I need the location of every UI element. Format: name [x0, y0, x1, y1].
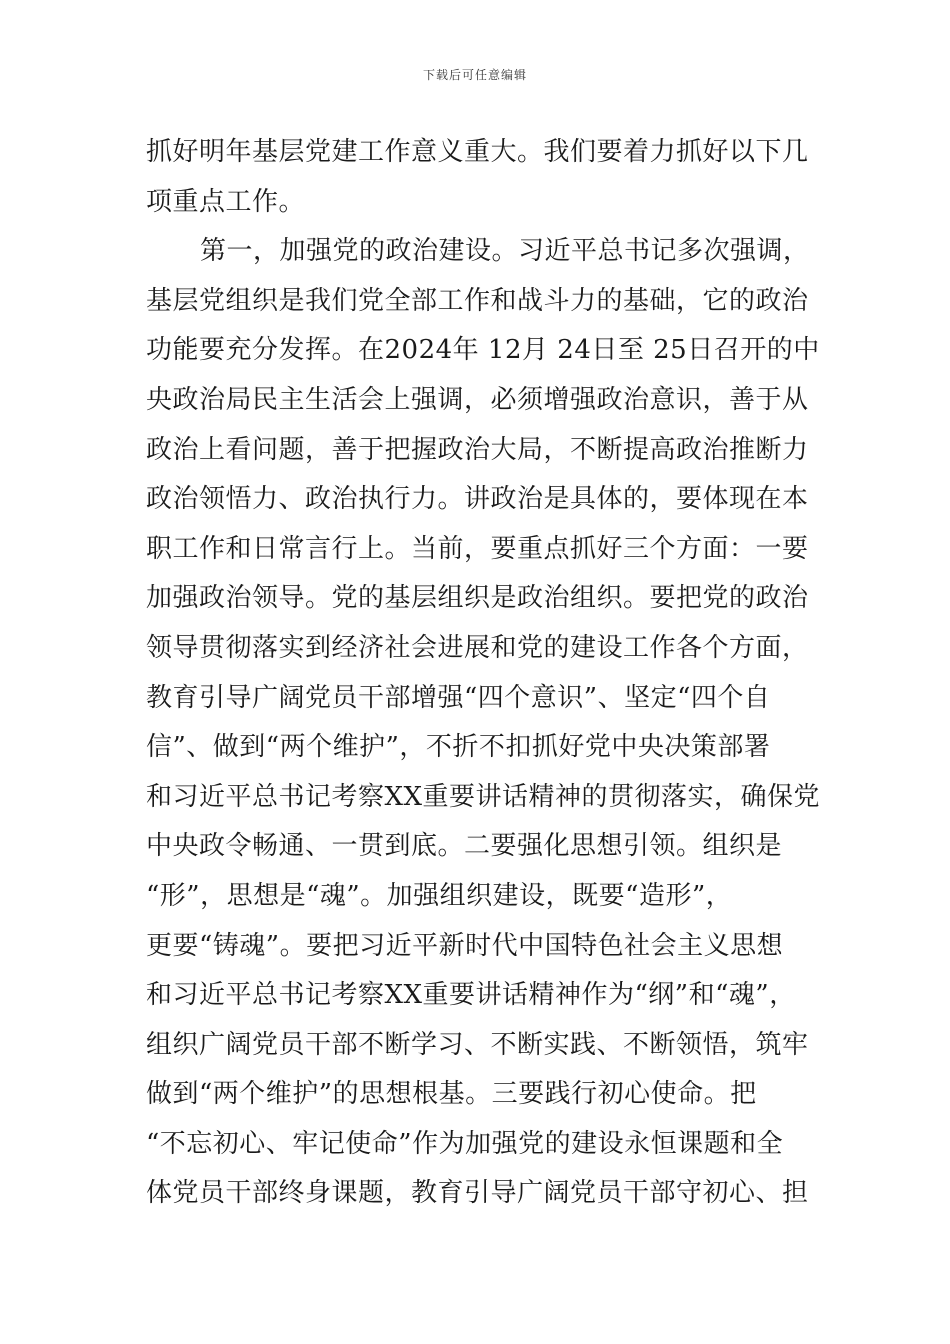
- text-line: 体党员干部终身课题，教育引导广阔党员干部守初心、担: [146, 1178, 809, 1209]
- paragraph-start-line: 第一，加强党的政治建设。习近平总书记多次强调，: [200, 236, 810, 267]
- text-line: 和习近平总书记考察XX重要讲话精神的贯彻落实，确保党: [146, 781, 821, 812]
- text-line: “形”，思想是“魂”。加强组织建设，既要“造形”，: [146, 880, 733, 911]
- text-line: 抓好明年基层党建工作意义重大。我们要着力抓好以下几: [146, 137, 809, 167]
- text-line: 做到“两个维护”的思想根基。三要践行初心使命。把: [146, 1079, 757, 1110]
- text-line: 加强政治领导。党的基层组织是政治组织。要把党的政治: [146, 583, 809, 614]
- text-line: 政治领悟力、政治执行力。讲政治是具体的，要体现在本: [146, 484, 809, 515]
- body-text: [146, 128, 821, 1219]
- text-line: 更要“铸魂”。要把习近平新时代中国特色社会主义思想: [146, 930, 784, 961]
- text-line: 央政治局民主生活会上强调，必须增强政治意识，善于从: [146, 384, 809, 415]
- text-line: “不忘初心、牢记使命”作为加强党的建设永恒课题和全: [146, 1128, 784, 1159]
- text-line: 和习近平总书记考察XX重要讲话精神作为“纲”和“魂”，: [146, 980, 796, 1011]
- header-note: 下载后可任意编辑: [422, 68, 527, 82]
- text-line: 信”、做到“两个维护”，不折不扣抓好党中央决策部署: [146, 732, 771, 763]
- text-line: 中央政令畅通、一贯到底。二要强化思想引领。组织是: [146, 831, 783, 862]
- text-line: 职工作和日常言行上。当前，要重点抓好三个方面：一要: [146, 533, 809, 564]
- text-line: 项重点工作。: [146, 186, 306, 217]
- text-line: 领导贯彻落实到经济社会进展和党的建设工作各个方面，: [146, 632, 809, 663]
- text-line: 功能要充分发挥。在2024年 12月 24日至 25日召开的中: [146, 335, 820, 366]
- text-line: 基层党组织是我们党全部工作和战斗力的基础，它的政治: [146, 285, 809, 316]
- text-line: 政治上看问题，善于把握政治大局，不断提高政治推断力: [146, 434, 809, 465]
- text-line: 教育引导广阔党员干部增强“四个意识”、坚定“四个自: [146, 682, 771, 713]
- text-line: 组织广阔党员干部不断学习、不断实践、不断领悟，筑牢: [146, 1029, 809, 1060]
